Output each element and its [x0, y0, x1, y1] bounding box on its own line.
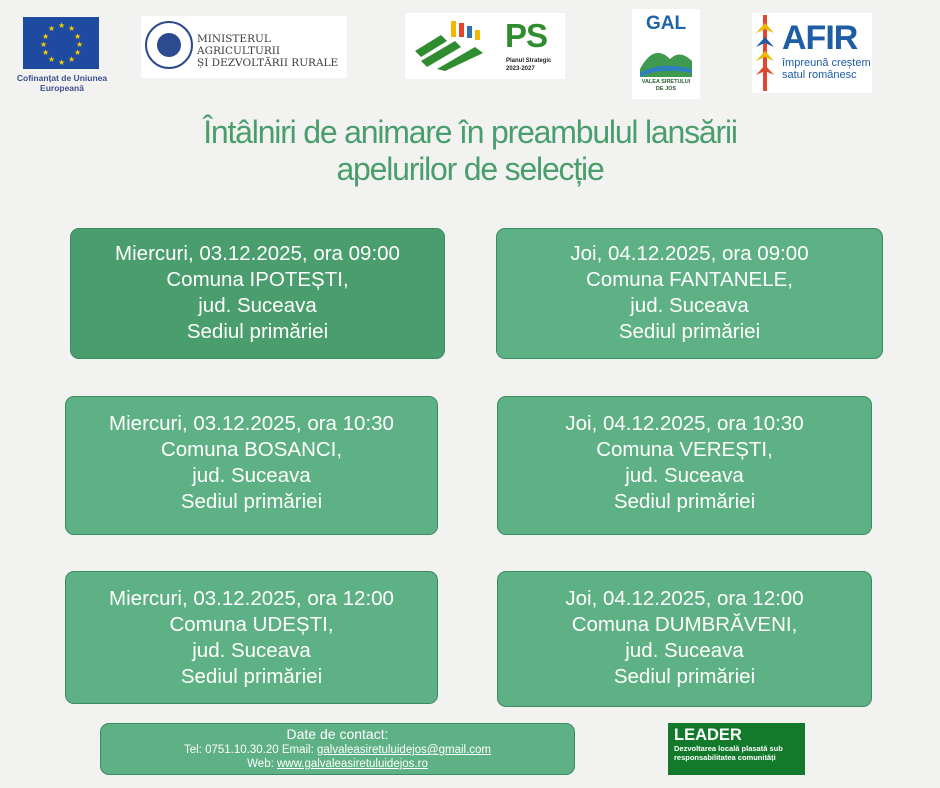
star-icon: ★: [48, 24, 56, 33]
eu-caption: Cofinanțat de Uniunea Europeană: [16, 73, 108, 93]
ps-subtitle: Planul Strategic: [506, 58, 552, 64]
event-place: Sediul primăriei: [186, 320, 329, 343]
event-county: jud. Suceava: [198, 294, 317, 317]
star-icon: ★: [68, 55, 76, 64]
star-icon: ★: [58, 21, 66, 30]
event-place: Sediul primăriei: [618, 320, 761, 343]
event-commune: Comuna DUMBRĂVENI,: [571, 613, 798, 636]
event-datetime: Joi, 04.12.2025, ora 09:00: [570, 242, 809, 265]
event-commune: Comuna UDEȘTI,: [169, 613, 334, 636]
wheat-icon: [754, 15, 776, 91]
ps-logo: [405, 13, 565, 79]
event-place: Sediul primăriei: [180, 490, 323, 513]
event-county: jud. Suceava: [630, 294, 749, 317]
contact-phone: Tel: 0751.10.30.20 Email:: [183, 744, 317, 756]
leader-subtitle: Dezvoltarea locală plasată sub responsabilitatea comunități: [674, 744, 783, 762]
afir-title: AFIR: [782, 19, 858, 57]
event-commune: Comuna FANTANELE,: [586, 268, 793, 291]
ps-years: 2023-2027: [506, 66, 535, 72]
event-card-veresti: [497, 396, 872, 535]
leader-logo: [668, 723, 805, 775]
event-county: jud. Suceava: [192, 464, 311, 487]
event-datetime: Miercuri, 03.12.2025, ora 10:30: [109, 412, 394, 435]
star-icon: ★: [74, 48, 82, 57]
gal-logo: [632, 9, 700, 99]
event-place: Sediul primăriei: [613, 490, 756, 513]
eu-flag-logo: [23, 17, 99, 69]
contact-box: [100, 723, 575, 775]
gal-subtitle-line2: DE JOS: [655, 86, 677, 92]
star-icon: ★: [68, 24, 76, 33]
gal-title: GAL: [645, 13, 687, 34]
star-icon: ★: [48, 55, 56, 64]
event-card-udesti: [65, 571, 438, 704]
event-commune: Comuna BOSANCI,: [160, 438, 343, 461]
event-card-dumbraveni: [497, 571, 872, 707]
star-icon: ★: [76, 40, 84, 49]
event-datetime: Miercuri, 03.12.2025, ora 09:00: [115, 242, 400, 265]
afir-slogan-line2: satul românesc: [782, 69, 857, 81]
event-commune: Comuna VEREȘTI,: [596, 438, 773, 461]
event-place: Sediul primăriei: [613, 665, 756, 688]
event-card-ipotesti: [70, 228, 445, 359]
event-datetime: Joi, 04.12.2025, ora 10:30: [565, 412, 804, 435]
event-county: jud. Suceava: [192, 639, 311, 662]
ps-symbol-icon: [411, 21, 495, 71]
contact-email-link[interactable]: galvaleasiretuluidejos@gmail.com: [316, 744, 492, 756]
ministry-name-line2: ȘI DEZVOLTĂRII RURALE: [197, 57, 339, 69]
gal-subtitle-line1: VALEA SIRETULUI: [641, 79, 691, 85]
leader-title: LEADER: [674, 726, 742, 744]
title-line-1: Întâlniri de animare în preambulul lansării: [203, 114, 737, 150]
star-icon: ★: [74, 32, 82, 41]
page-title: [120, 114, 820, 188]
ministry-name-line1: MINISTERUL AGRICULTURII: [197, 33, 281, 57]
event-card-fantanele: [496, 228, 883, 359]
ministry-logo: [141, 16, 347, 78]
star-icon: ★: [40, 40, 48, 49]
event-commune: Comuna IPOTEȘTI,: [166, 268, 349, 291]
title-line-2: apelurilor de selecție: [336, 151, 604, 187]
afir-slogan-line1: împreună creștem: [782, 57, 871, 69]
event-county: jud. Suceava: [625, 464, 744, 487]
star-icon: ★: [42, 32, 50, 41]
event-datetime: Miercuri, 03.12.2025, ora 12:00: [109, 587, 394, 610]
star-icon: ★: [58, 58, 66, 67]
event-card-bosanci: [65, 396, 438, 535]
afir-logo: [752, 13, 872, 93]
event-place: Sediul primăriei: [180, 665, 323, 688]
star-icon: ★: [42, 48, 50, 57]
contact-web-link[interactable]: www.galvaleasiretuluidejos.ro: [276, 758, 428, 770]
event-datetime: Joi, 04.12.2025, ora 12:00: [565, 587, 804, 610]
government-seal-icon: [145, 21, 193, 69]
event-county: jud. Suceava: [625, 639, 744, 662]
contact-heading: Date de contact:: [286, 726, 389, 742]
hills-icon: [640, 39, 692, 77]
contact-web-label: Web:: [247, 758, 277, 770]
ps-letters: PS: [505, 17, 548, 54]
